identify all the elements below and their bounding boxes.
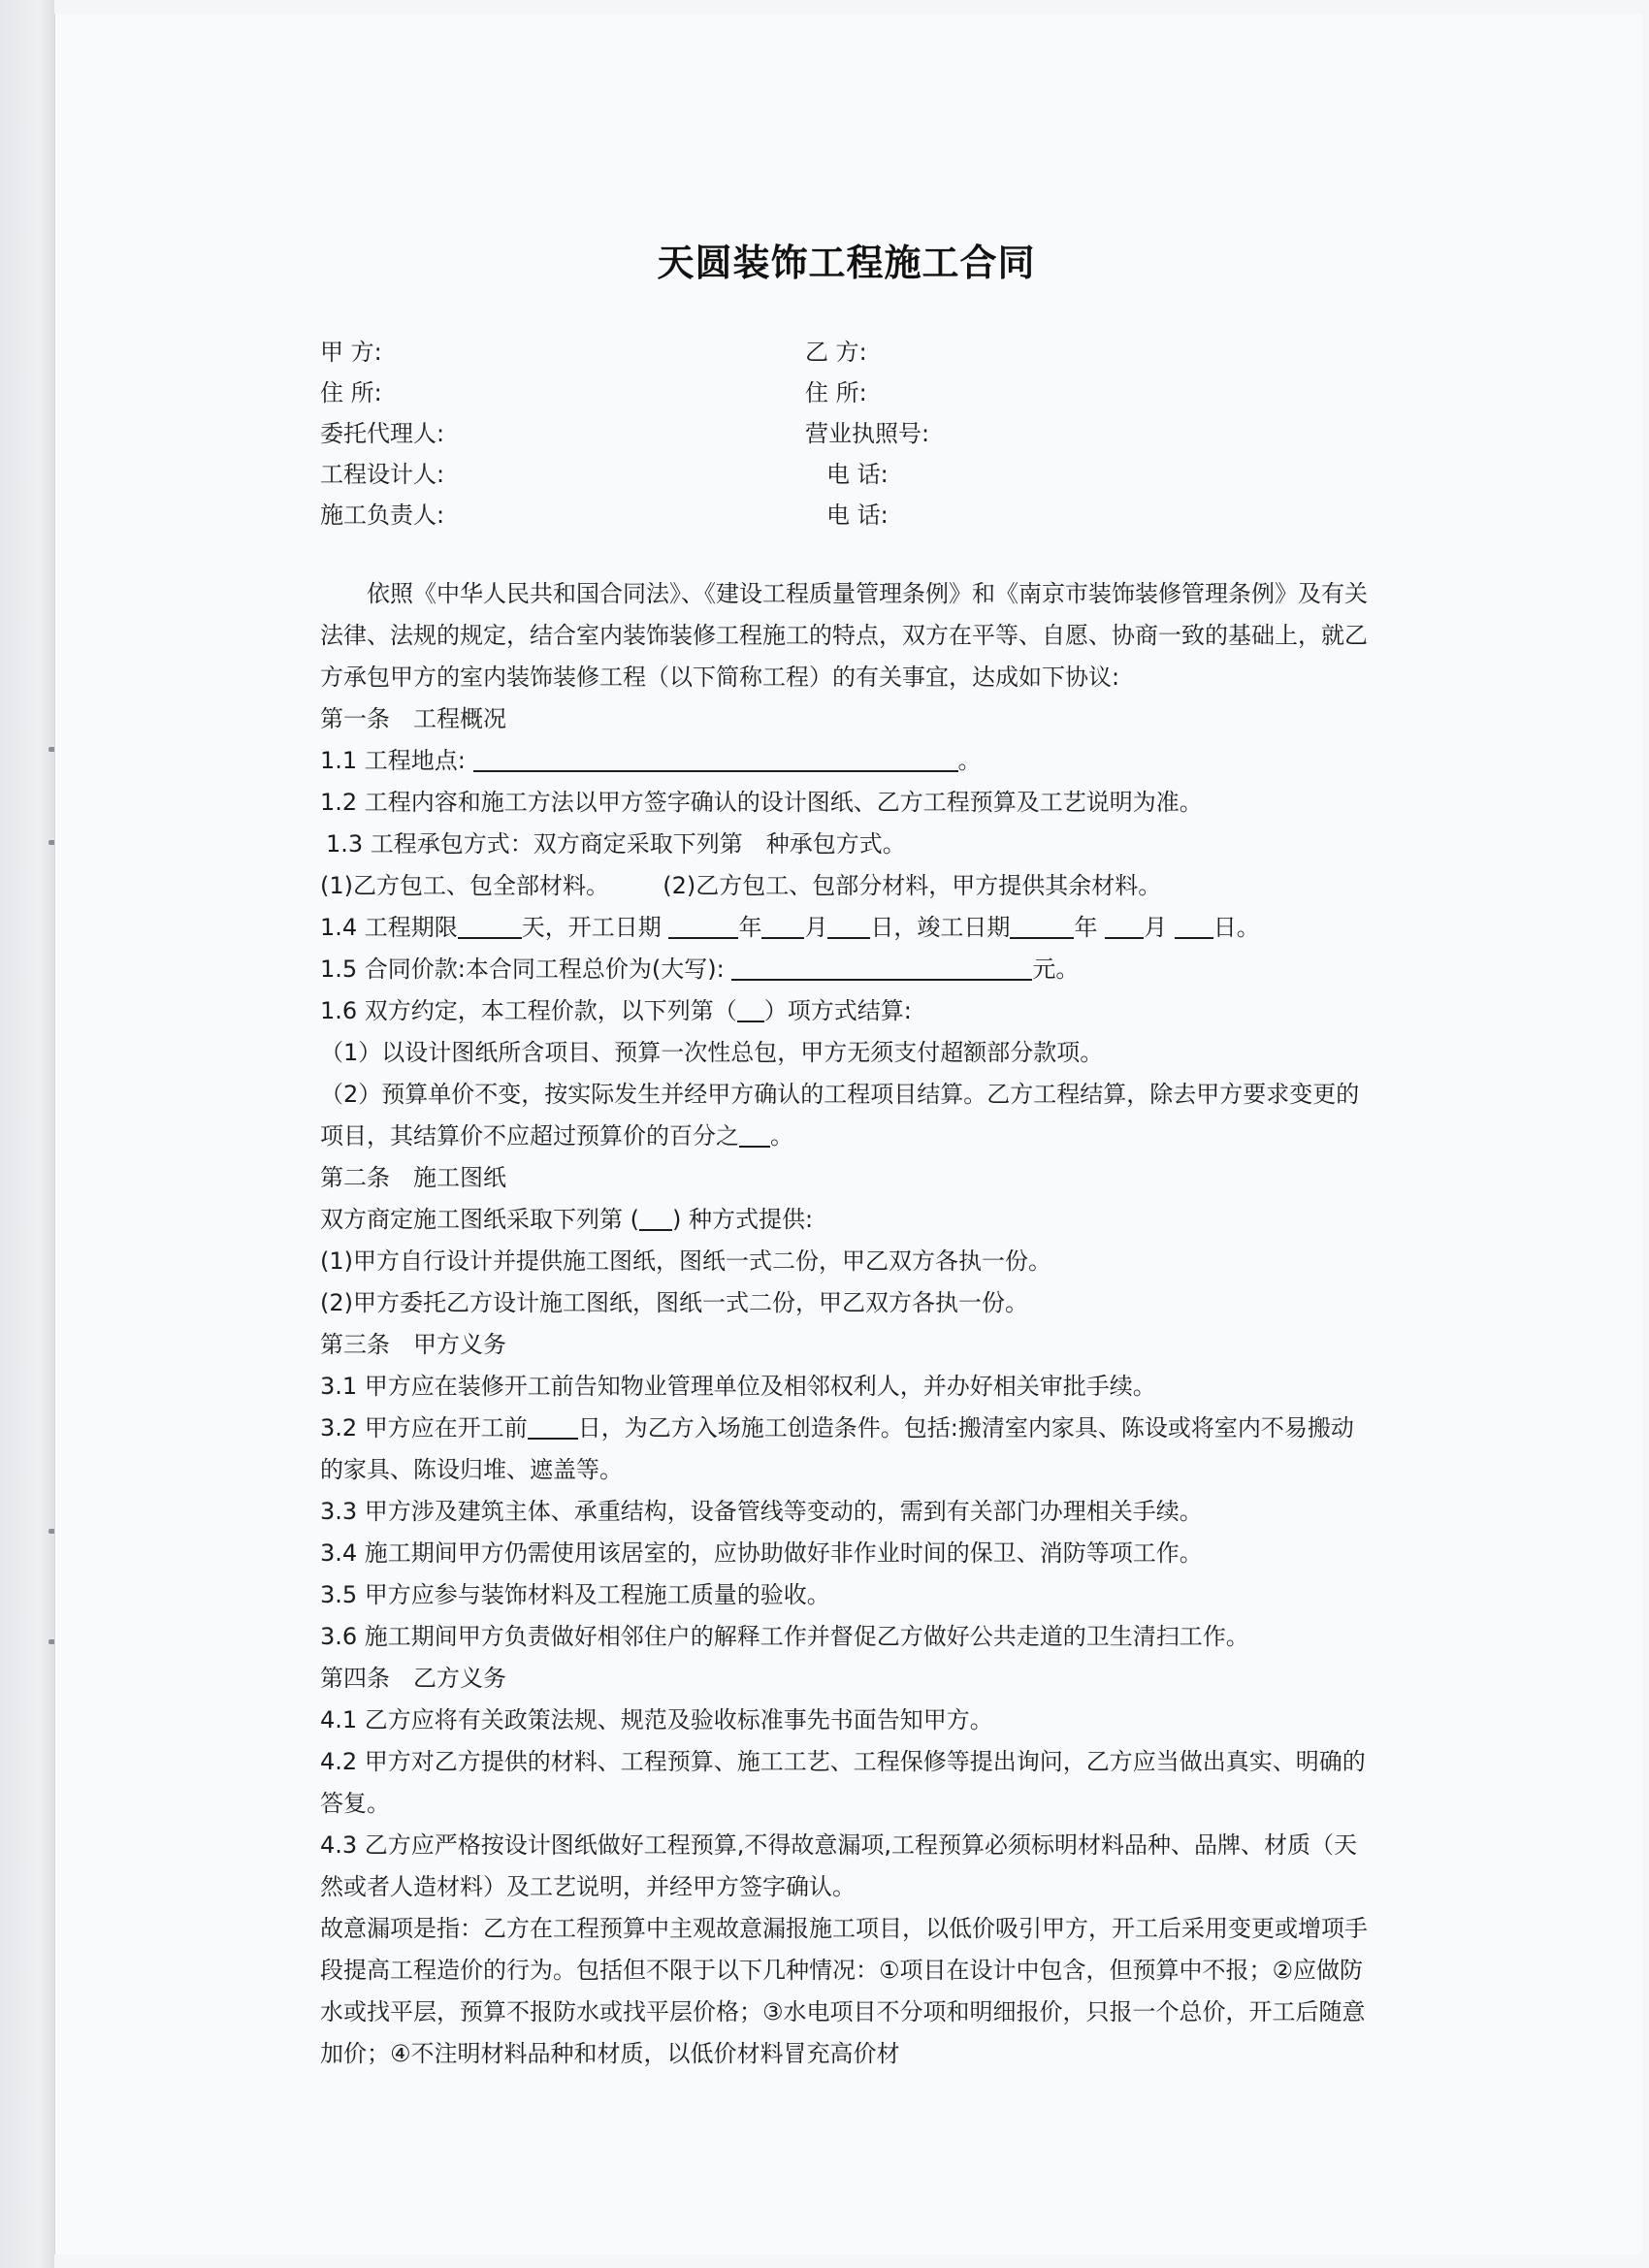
designer-label: 工程设计人:	[320, 461, 445, 488]
clause-text: 日。	[1212, 914, 1260, 941]
clause-1-6-option-2	[320, 1074, 1373, 1157]
clause-text: 3.2 甲方应在开工前	[320, 1414, 528, 1442]
clause-text: （2）预算单价不变，按实际发生并经甲方确认的工程项目结算。乙方工程结算，除去甲方要求变更的项目，其结算价不应超过预算价的百分之	[320, 1081, 1360, 1150]
clause-1-6-option-1: （1）以设计图纸所含项目、预算一次性总包，甲方无须支付超额部分款项。	[320, 1039, 1104, 1066]
clause-3-3: 3.3 甲方涉及建筑主体、承重结构，设备管线等变动的，需到有关部门办理相关手续。	[320, 1498, 1203, 1525]
blank-field	[739, 1118, 770, 1148]
blank-field	[668, 910, 738, 939]
clause-text: 1.5 合同价款:本合同工程总价为(大写):	[320, 956, 725, 983]
article-3-heading: 第三条 甲方义务	[320, 1331, 506, 1358]
clause-text: 年	[1074, 914, 1098, 941]
clause-text: 日，竣工日期	[870, 914, 1011, 941]
clause-3-1: 3.1 甲方应在装修开工前告知物业管理单位及相邻权利人，并办好相关审批手续。	[320, 1373, 1156, 1400]
manager-label: 施工负责人:	[320, 502, 445, 529]
clause-text: 月	[804, 914, 828, 941]
party-b-label: 乙 方:	[805, 339, 867, 366]
option-text: (1)乙方包工、包全部材料。	[320, 872, 609, 899]
clause-4-note: 故意漏项是指：乙方在工程预算中主观故意漏报施工项目，以低价吸引甲方，开工后采用变更或增项手段提高工程造价的行为。包括但不限于以下几种情况：①项目在设计中包含，但预算中不报；②应做防水或找平层，预算不报防水或找平层价格；③水电项目不分项和明细报价，只报一个总价，开工后随意加价；④不注明材料品种和材质，以低价材料冒充高价材	[320, 1915, 1368, 2067]
party-b-address-label: 住 所:	[805, 379, 867, 406]
clause-1-1	[320, 740, 1373, 782]
article-2-option-1: (1)甲方自行设计并提供施工图纸，图纸一式二份，甲乙双方各执一份。	[320, 1247, 1051, 1275]
blank-field	[761, 910, 804, 939]
manager-phone-label: 电 话:	[826, 502, 889, 529]
contract-body	[320, 233, 1373, 2075]
clause-text: 1.1 工程地点:	[320, 747, 466, 774]
clause-1-3: 1.3 工程承包方式：双方商定采取下列第 种承包方式。	[326, 830, 906, 858]
clause-text: 年	[738, 914, 762, 941]
clause-text: 。	[957, 747, 982, 774]
designer-phone-label: 电 话:	[826, 461, 889, 488]
clause-text: 双方商定施工图纸采取下列第 (	[320, 1206, 639, 1233]
clause-3-5: 3.5 甲方应参与装饰材料及工程施工质量的验收。	[320, 1581, 830, 1608]
clause-text: 。	[770, 1122, 793, 1150]
contract-title: 天圆装饰工程施工合同	[657, 242, 1036, 284]
clause-3-2	[320, 1408, 1373, 1491]
blank-field	[1105, 910, 1144, 939]
license-label: 营业执照号:	[805, 420, 930, 447]
party-a-label: 甲 方:	[320, 339, 382, 366]
clause-1-4	[320, 907, 1373, 949]
blank-field	[639, 1202, 672, 1231]
clause-3-6: 3.6 施工期间甲方负责做好相邻住户的解释工作并督促乙方做好公共走道的卫生清扫工作。	[320, 1623, 1249, 1650]
clause-1-3-options	[320, 865, 1373, 907]
blank-field	[528, 1410, 578, 1440]
blank-field	[731, 952, 1032, 981]
clause-4-3: 4.3 乙方应严格按设计图纸做好工程预算,不得故意漏项,工程预算必须标明材料品种、品牌、材质（天然或者人造材料）及工艺说明，并经甲方签字确认。	[320, 1831, 1358, 1900]
blank-field	[1175, 910, 1213, 939]
clause-4-2: 4.2 甲方对乙方提供的材料、工程预算、施工工艺、工程保修等提出询问，乙方应当做出真实、明确的答复。	[320, 1748, 1366, 1817]
article-2-clause	[320, 1199, 1373, 1241]
clause-4-1: 4.1 乙方应将有关政策法规、规范及验收标准事先书面告知甲方。	[320, 1706, 993, 1733]
clause-3-4: 3.4 施工期间甲方仍需使用该居室的，应协助做好非作业时间的保卫、消防等项工作。	[320, 1539, 1203, 1567]
intro-paragraph: 依照《中华人民共和国合同法》、《建设工程质量管理条例》和《南京市装饰装修管理条例》及有关法律、法规的规定，结合室内装饰装修工程施工的特点，双方在平等、自愿、协商一致的基础上，就乙方承包甲方的室内装饰装修工程（以下简称工程）的有关事宜，达成如下协议:	[320, 580, 1368, 691]
blank-field	[827, 910, 870, 939]
scan-edge	[0, 0, 54, 2268]
clause-1-5	[320, 949, 1373, 990]
article-4-heading: 第四条 乙方义务	[320, 1665, 506, 1692]
clause-text: 1.6 双方约定，本工程价款，以下列第（	[320, 997, 737, 1024]
option-text: (2)乙方包工、包部分材料，甲方提供其余材料。	[663, 872, 1162, 899]
clause-text: ) 种方式提供:	[672, 1206, 814, 1233]
blank-field	[458, 910, 522, 939]
clause-1-6	[320, 990, 1373, 1032]
article-1-heading: 第一条 工程概况	[320, 705, 506, 732]
agent-label: 委托代理人:	[320, 420, 445, 447]
clause-text: 元。	[1032, 956, 1080, 983]
clause-text: 天，开工日期	[521, 914, 662, 941]
clause-text: 1.4 工程期限	[320, 914, 458, 941]
blank-field	[473, 743, 958, 772]
clause-text: 日，为乙方入场施工创造条件。包括:搬清室内家具、陈设或将室内不易搬动的家具、陈设归堆、遮盖等。	[320, 1414, 1354, 1483]
clause-1-2: 1.2 工程内容和施工方法以甲方签字确认的设计图纸、乙方工程预算及工艺说明为准。	[320, 789, 1203, 816]
party-a-address-label: 住 所:	[320, 379, 382, 406]
clause-text: 月	[1144, 914, 1168, 941]
blank-field	[1010, 910, 1074, 939]
clause-text: ）项方式结算:	[763, 997, 912, 1024]
blank-field	[737, 993, 764, 1022]
article-2-heading: 第二条 施工图纸	[320, 1164, 506, 1191]
article-2-option-2: (2)甲方委托乙方设计施工图纸，图纸一式二份，甲乙双方各执一份。	[320, 1289, 1028, 1316]
party-info	[320, 337, 1373, 531]
